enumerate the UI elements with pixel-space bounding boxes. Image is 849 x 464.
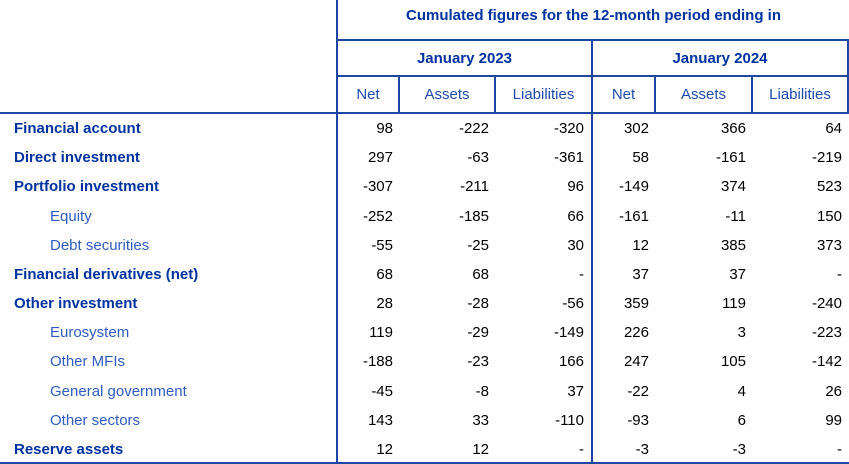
value-cell: 37	[496, 376, 593, 405]
column-header-net-2024: Net	[593, 77, 656, 114]
period-header-jan-2024: January 2024	[593, 39, 849, 77]
row-label: Other investment	[0, 289, 338, 318]
value-cell: -56	[496, 289, 593, 318]
row-label: Direct investment	[0, 143, 338, 172]
value-cell: 99	[825, 411, 842, 429]
value-cell: -28	[467, 295, 489, 313]
row-label: General government	[0, 376, 338, 405]
value-cell: -63	[467, 149, 489, 167]
row-label: Other MFIs	[0, 347, 338, 376]
value-cell: -185	[458, 207, 489, 225]
value-cell: -110	[496, 406, 593, 435]
value-cell: 26	[825, 382, 842, 400]
value-cell: 385	[720, 236, 746, 254]
value-cell: 37	[729, 265, 746, 283]
value-cell: -25	[467, 236, 489, 254]
column-header-liabilities-2024: Liabilities	[753, 77, 849, 114]
value-cell: 150	[816, 207, 842, 225]
label-column-spacer	[0, 0, 338, 114]
value-cell: 373	[816, 236, 842, 254]
row-label: Other sectors	[0, 406, 338, 435]
value-cell: 523	[816, 178, 842, 196]
value-cell: 12	[376, 440, 393, 458]
value-cell: -3	[635, 440, 649, 458]
value-cell: -149	[618, 178, 649, 196]
value-cell: 119	[722, 295, 746, 313]
value-cell: 166	[496, 347, 593, 376]
value-cell: -142	[811, 353, 842, 371]
value-cell: -188	[362, 353, 393, 371]
row-label: Financial derivatives (net)	[0, 260, 338, 289]
table-title: Cumulated figures for the 12-month period ending in	[405, 7, 781, 24]
value-cell: -22	[627, 382, 649, 400]
value-cell: -11	[725, 207, 746, 225]
value-cell: -222	[458, 120, 489, 138]
value-cell: 66	[496, 201, 593, 230]
value-cell: 30	[496, 231, 593, 260]
column-header-assets-2023: Assets	[400, 77, 496, 114]
value-cell: 3	[737, 324, 746, 342]
value-cell: 96	[496, 172, 593, 201]
value-cell: -	[496, 260, 593, 289]
row-label: Eurosystem	[0, 318, 338, 347]
value-cell: 98	[376, 120, 393, 138]
column-header-liabilities-2023: Liabilities	[496, 77, 593, 114]
value-cell: -161	[715, 149, 746, 167]
value-cell: 6	[737, 411, 746, 429]
value-cell: 359	[623, 295, 649, 313]
value-cell: 68	[376, 265, 393, 283]
value-cell: 28	[376, 295, 393, 313]
value-cell: -29	[467, 324, 489, 342]
value-cell: 68	[472, 265, 489, 283]
value-cell: -45	[371, 382, 393, 400]
value-cell: 119	[369, 324, 393, 342]
value-cell: -	[837, 265, 842, 283]
row-label: Debt securities	[0, 231, 338, 260]
value-cell: 143	[367, 411, 393, 429]
value-cell: -211	[460, 178, 489, 196]
row-label: Financial account	[0, 114, 338, 143]
value-cell: 247	[623, 353, 649, 371]
value-cell: 58	[632, 149, 649, 167]
value-cell: -240	[811, 295, 842, 313]
value-cell: -320	[496, 114, 593, 143]
value-cell: 297	[367, 149, 393, 167]
value-cell: -219	[811, 149, 842, 167]
value-cell: 4	[737, 382, 746, 400]
column-header-net-2023: Net	[338, 77, 400, 114]
value-cell: -361	[496, 143, 593, 172]
value-cell: -161	[618, 207, 649, 225]
value-cell: -223	[811, 324, 842, 342]
value-cell: 105	[720, 353, 746, 371]
value-cell: 37	[632, 265, 649, 283]
value-cell: -307	[362, 178, 393, 196]
value-cell: 64	[825, 120, 842, 138]
row-label: Equity	[0, 201, 338, 230]
value-cell: 366	[720, 120, 746, 138]
value-cell: -23	[467, 353, 489, 371]
value-cell: -3	[732, 440, 746, 458]
value-cell: -	[496, 435, 593, 464]
row-label: Reserve assets	[0, 435, 338, 464]
column-header-assets-2024: Assets	[656, 77, 753, 114]
row-label: Portfolio investment	[0, 172, 338, 201]
value-cell: -8	[475, 382, 489, 400]
period-header-jan-2023: January 2023	[338, 39, 593, 77]
value-cell: 12	[472, 440, 489, 458]
value-cell: -252	[362, 207, 393, 225]
value-cell: -	[837, 440, 842, 458]
value-cell: -149	[496, 318, 593, 347]
value-cell: 226	[623, 324, 649, 342]
value-cell: 374	[720, 178, 746, 196]
value-cell: -93	[627, 411, 649, 429]
value-cell: 12	[632, 236, 649, 254]
value-cell: 33	[472, 411, 489, 429]
value-cell: 302	[623, 120, 649, 138]
value-cell: -55	[371, 236, 393, 254]
